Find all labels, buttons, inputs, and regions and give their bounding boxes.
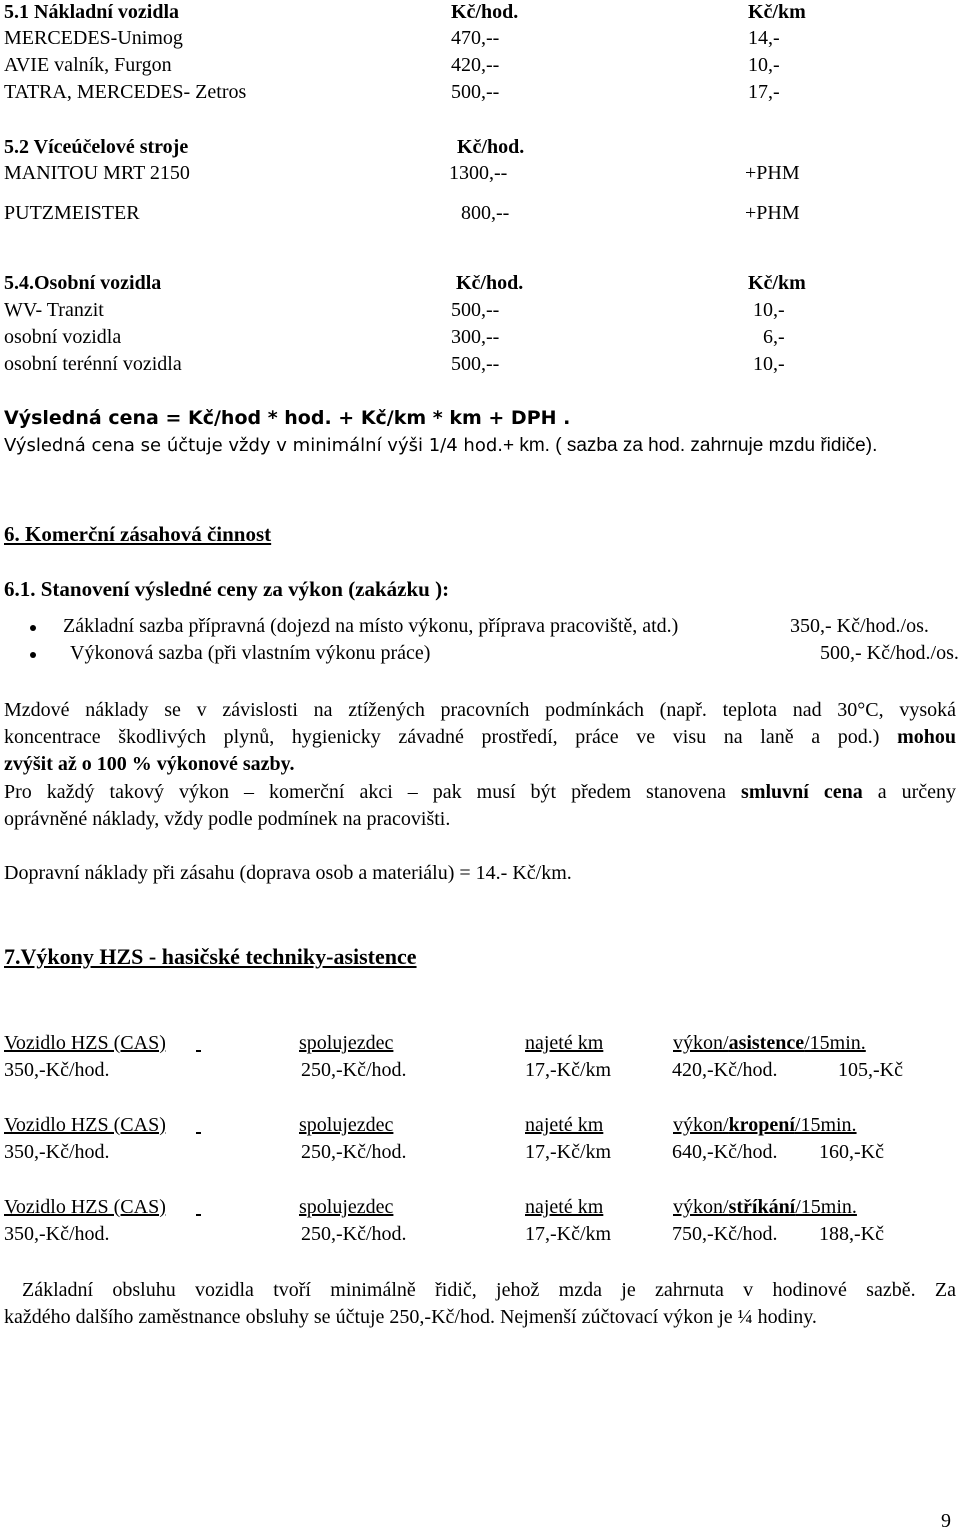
- s6-heading: 6. Komerční zásahová činnost: [4, 522, 272, 546]
- s6-p1-line2: [4, 724, 956, 751]
- s7-v-vehicle: 350,-Kč/hod.: [4, 1059, 110, 1081]
- s6-p1-line3: zvýšit až o 100 % výkonové sazby.: [4, 753, 295, 775]
- s51-col-hod: Kč/hod.: [451, 1, 519, 23]
- s7-h-vehicle: Vozidlo HZS (CAS): [4, 1032, 166, 1054]
- s6-paragraph-contract: [4, 779, 956, 833]
- s54-heading: 5.4.Osobní vozidla: [4, 272, 162, 294]
- s7-h-codriver: spolujezdec: [299, 1114, 394, 1136]
- s51-col-km: Kč/km: [748, 1, 806, 23]
- s52-row-hod: 1300,--: [449, 162, 508, 184]
- s7-h-codriver: spolujezdec: [299, 1032, 394, 1054]
- s54-row-hod: 300,--: [451, 326, 500, 348]
- s52-heading: 5.2 Víceúčelové stroje: [4, 136, 189, 158]
- s6-p1-bold-a: mohou: [897, 726, 956, 748]
- s7-h-perf-b: stříkání: [728, 1196, 796, 1218]
- s7-h-perf-a: výkon/: [673, 1032, 729, 1054]
- s54-row-name: osobní vozidla: [4, 326, 122, 348]
- s6-p2-line2: oprávněné náklady, vždy podle podmínek na pracovišti.: [4, 808, 451, 830]
- s54-row-km: 10,-: [753, 299, 785, 321]
- s7-h-perf-a: výkon/: [673, 1196, 729, 1218]
- s51-row-name: TATRA, MERCEDES- Zetros: [4, 81, 247, 103]
- s7-h-vehicle: Vozidlo HZS (CAS): [4, 1114, 166, 1136]
- s7-h-km: najeté km: [525, 1032, 604, 1054]
- bullet-dot: [30, 652, 36, 658]
- s7-h-performance: [673, 1031, 866, 1055]
- s51-row-km: 17,-: [748, 81, 780, 103]
- s52-row-phm: +PHM: [745, 202, 800, 224]
- page-number: 9: [941, 1510, 951, 1532]
- s7-final-line1: Základní obsluhu vozidla tvoří minimálně řidič, jehož mzda je zahrnuta v hodinové sazbě. Za: [22, 1279, 956, 1301]
- s51-row-km: 14,-: [748, 27, 780, 49]
- s6-p1-line2-text: koncentrace škodlivých plynů, hygienicky závadné prostředí, práce ve visu na laně a pod.): [4, 726, 880, 748]
- s7-h-perf-b: kropení: [728, 1114, 795, 1136]
- s54-note-a: Výsledná cena se účtuje vždy v minimální výši 1/4 hod.: [4, 435, 503, 456]
- s54-row-name: WV- Tranzit: [4, 299, 104, 321]
- s7-v-codriver: 250,-Kč/hod.: [301, 1223, 407, 1245]
- s7-v-km: 17,-Kč/km: [525, 1059, 612, 1081]
- s7-final-paragraph: [4, 1277, 956, 1331]
- s6-bullet-price: 350,- Kč/hod./os.: [790, 615, 929, 637]
- s7-v-km: 17,-Kč/km: [525, 1141, 612, 1163]
- s54-formula: Výsledná cena = Kč/hod * hod. + Kč/km * km + DPH .: [4, 407, 571, 429]
- s6-p2-bold: smluvní cena: [741, 781, 863, 803]
- s6-transport-costs: Dopravní náklady při zásahu (doprava osob a materiálu) = 14.- Kč/km.: [4, 862, 572, 884]
- s51-row-name: AVIE valník, Furgon: [4, 54, 172, 76]
- s54-note-b: + km. ( sazba za hod. zahrnuje mzdu řidiče).: [502, 435, 878, 456]
- s52-row-name: MANITOU MRT 2150: [4, 162, 190, 184]
- s7-v-codriver: 250,-Kč/hod.: [301, 1059, 407, 1081]
- s7-block-header: [4, 1031, 166, 1055]
- s54-row-km: 6,-: [763, 326, 785, 348]
- s51-heading: 5.1 Nákladní vozidla: [4, 1, 180, 23]
- s7-h-perf-a: výkon/: [673, 1114, 729, 1136]
- s7-h-km: najeté km: [525, 1196, 604, 1218]
- s7-block-header: [4, 1195, 166, 1219]
- s51-row-hod: 420,--: [451, 54, 500, 76]
- bullet-dot: [30, 625, 36, 631]
- s7-v-codriver: 250,-Kč/hod.: [301, 1141, 407, 1163]
- s51-row-name: MERCEDES-Unimog: [4, 27, 183, 49]
- s52-col-hod: Kč/hod.: [457, 136, 525, 158]
- s7-v-vehicle: 350,-Kč/hod.: [4, 1223, 110, 1245]
- s54-row-km: 10,-: [753, 353, 785, 375]
- s7-heading: 7.Výkony HZS - hasičské techniky-asistence: [4, 944, 417, 969]
- s51-row-km: 10,-: [748, 54, 780, 76]
- s7-v-hour: 750,-Kč/hod.: [672, 1223, 778, 1245]
- s7-v-15min: 105,-Kč: [838, 1059, 903, 1081]
- s7-final-line2: každého dalšího zaměstnance obsluhy se účtuje 250,-Kč/hod. Nejmenší zúčtovací výkon je ¼ hodiny.: [4, 1306, 817, 1328]
- s7-h-perf-c: /15min.: [795, 1196, 857, 1218]
- s6-p2-text-a: Pro každý takový výkon – komerční akci – pak musí být předem stanovena: [4, 781, 727, 803]
- s54-row-name: osobní terénní vozidla: [4, 353, 182, 375]
- s7-h-vehicle: Vozidlo HZS (CAS): [4, 1196, 166, 1218]
- s7-v-15min: 188,-Kč: [819, 1223, 884, 1245]
- s6-subheading: 6.1. Stanovení výsledné ceny za výkon (zakázku ):: [4, 577, 450, 601]
- s7-v-15min: 160,-Kč: [819, 1141, 884, 1163]
- s7-v-km: 17,-Kč/km: [525, 1223, 612, 1245]
- s7-underline-gap: [196, 1031, 296, 1055]
- s54-col-km: Kč/km: [748, 272, 806, 294]
- s6-p2-line1: [4, 779, 956, 806]
- s54-note: [4, 433, 877, 458]
- s7-block-header: [4, 1113, 166, 1137]
- s6-bullet-price: 500,- Kč/hod./os.: [820, 642, 959, 664]
- s6-paragraph-wages: [4, 697, 956, 778]
- s6-bullet-text: Výkonová sazba (při vlastním výkonu práce): [70, 642, 431, 664]
- s7-h-perf-c: /15min.: [804, 1032, 866, 1054]
- s54-col-hod: Kč/hod.: [456, 272, 524, 294]
- s6-p1-line1: Mzdové náklady se v závislosti na ztížených pracovních podmínkách (např. teplota nad 30°C, vysoká: [4, 699, 956, 721]
- s7-h-perf-b: asistence: [728, 1032, 805, 1054]
- s7-v-hour: 420,-Kč/hod.: [672, 1059, 778, 1081]
- s7-h-performance: [673, 1113, 857, 1137]
- s52-row-hod: 800,--: [461, 202, 510, 224]
- s7-v-hour: 640,-Kč/hod.: [672, 1141, 778, 1163]
- s7-h-performance: [673, 1195, 857, 1219]
- s7-v-vehicle: 350,-Kč/hod.: [4, 1141, 110, 1163]
- s51-row-hod: 470,--: [451, 27, 500, 49]
- s54-row-hod: 500,--: [451, 299, 500, 321]
- s6-p2-text-b: a určeny: [877, 781, 957, 803]
- s7-h-codriver: spolujezdec: [299, 1196, 394, 1218]
- s52-row-name: PUTZMEISTER: [4, 202, 140, 224]
- s7-underline-gap: [196, 1113, 296, 1137]
- s7-h-perf-c: /15min.: [794, 1114, 857, 1136]
- s54-row-hod: 500,--: [451, 353, 500, 375]
- s51-row-hod: 500,--: [451, 81, 500, 103]
- s7-underline-gap: [196, 1195, 296, 1219]
- s7-h-km: najeté km: [525, 1114, 604, 1136]
- s6-bullet-text: Základní sazba přípravná (dojezd na místo výkonu, příprava pracoviště, atd.): [63, 615, 679, 637]
- s52-row-phm: +PHM: [745, 162, 800, 184]
